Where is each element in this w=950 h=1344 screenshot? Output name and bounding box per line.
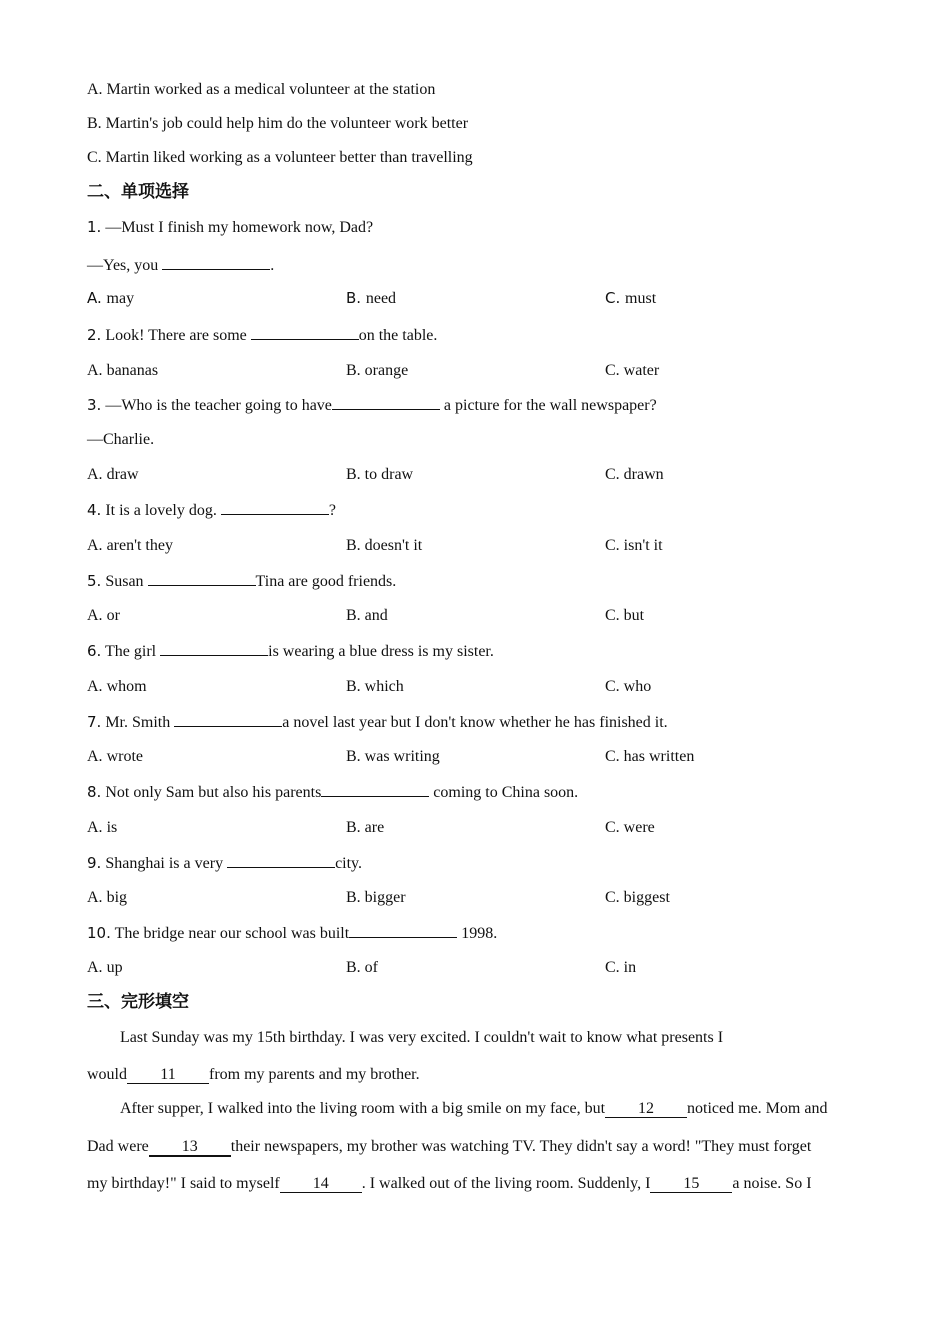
passage-line: After supper, I walked into the living room with a big smile on my face, but 12 noticed me. Mom and xyxy=(120,1100,828,1117)
q3-option-a: A. draw xyxy=(87,466,139,483)
q7-option-c: C. has written xyxy=(605,748,695,765)
question-stem: It is a lovely dog. xyxy=(105,502,221,519)
question-number: 3. xyxy=(87,396,102,414)
question-5 xyxy=(87,570,396,592)
prev-option-c: C. Martin liked working as a volunteer better than travelling xyxy=(87,149,473,166)
question-stem: The girl xyxy=(105,643,161,660)
q4-option-c: C. isn't it xyxy=(605,537,663,554)
q3-option-c: C. drawn xyxy=(605,466,664,483)
q1-option-a: A. may xyxy=(87,289,135,307)
question-stem: Mr. Smith xyxy=(105,714,175,731)
answer-blank xyxy=(160,640,268,656)
question-stem-end: Tina are good friends. xyxy=(255,573,397,590)
cloze-blank-11: 11 xyxy=(127,1066,209,1084)
answer-blank xyxy=(174,711,282,727)
question-stem: —Who is the teacher going to have xyxy=(105,397,332,414)
q6-option-b: B. which xyxy=(346,678,404,695)
q5-option-b: B. and xyxy=(346,607,388,624)
answer-blank xyxy=(332,394,440,410)
question-stem-end: a picture for the wall newspaper? xyxy=(439,397,657,414)
question-6 xyxy=(87,640,494,662)
q8-option-a: A. is xyxy=(87,819,118,836)
question-2 xyxy=(87,324,437,346)
prev-option-b: B. Martin's job could help him do the volunteer work better xyxy=(87,115,469,132)
question-stem-end: coming to China soon. xyxy=(429,784,579,801)
question-number: 7. xyxy=(87,713,102,731)
q9-option-b: B. bigger xyxy=(346,889,406,906)
q8-option-b: B. are xyxy=(346,819,385,836)
passage-line: would 11 from my parents and my brother. xyxy=(87,1066,420,1083)
q4-option-a: A. aren't they xyxy=(87,537,173,554)
cloze-blank-14: 14 xyxy=(280,1175,362,1193)
q9-option-a: A. big xyxy=(87,889,128,906)
cloze-blank-12: 12 xyxy=(605,1100,687,1118)
question-number: 8. xyxy=(87,783,102,801)
q2-option-c: C. water xyxy=(605,362,660,379)
answer-blank xyxy=(251,324,359,340)
answer-blank xyxy=(221,499,329,515)
passage-line: Dad were 13 their newspapers, my brother was watching TV. They didn't say a word! "They must forget xyxy=(87,1138,812,1155)
passage-line: Last Sunday was my 15th birthday. I was very excited. I couldn't wait to know what presents I xyxy=(120,1029,724,1046)
q8-option-c: C. were xyxy=(605,819,655,836)
answer-blank xyxy=(162,254,270,270)
prev-option-a: A. Martin worked as a medical volunteer at the station xyxy=(87,81,436,98)
question-4 xyxy=(87,499,336,521)
question-1-answer-line xyxy=(87,254,274,276)
q2-option-b: B. orange xyxy=(346,362,409,379)
question-number: 6. xyxy=(87,642,102,660)
question-3-reply: —Charlie. xyxy=(87,431,155,448)
question-stem: —Must I finish my homework now, Dad? xyxy=(105,219,374,236)
q4-option-b: B. doesn't it xyxy=(346,537,423,554)
question-stem-end: a novel last year but I don't know whether he has finished it. xyxy=(282,714,668,731)
q7-option-a: A. wrote xyxy=(87,748,143,765)
question-stem-end: . xyxy=(270,257,275,274)
question-number: 2. xyxy=(87,326,102,344)
question-number: 4. xyxy=(87,501,102,519)
q1-option-c: C. must xyxy=(605,289,657,307)
question-number: 1. xyxy=(87,218,102,236)
answer-blank xyxy=(227,852,335,868)
q5-option-a: A. or xyxy=(87,607,120,624)
q10-option-a: A. up xyxy=(87,959,123,976)
q6-option-a: A. whom xyxy=(87,678,147,695)
question-stem: —Yes, you xyxy=(87,257,163,274)
section-2-title: 二、单项选择 xyxy=(87,182,189,202)
question-stem-end: on the table. xyxy=(358,327,438,344)
question-stem-end: ? xyxy=(328,502,336,519)
q3-option-b: B. to draw xyxy=(346,466,414,483)
question-9 xyxy=(87,852,362,874)
question-stem: Susan xyxy=(105,573,148,590)
q5-option-c: C. but xyxy=(605,607,645,624)
passage-line: my birthday!" I said to myself 14 . I walked out of the living room. Suddenly, I 15 a noise. So I xyxy=(87,1175,812,1192)
q6-option-c: C. who xyxy=(605,678,652,695)
q2-option-a: A. bananas xyxy=(87,362,159,379)
q9-option-c: C. biggest xyxy=(605,889,670,906)
cloze-blank-13: 13 xyxy=(149,1138,231,1157)
q1-option-b: B. need xyxy=(346,289,397,307)
question-stem: Look! There are some xyxy=(105,327,251,344)
q10-option-b: B. of xyxy=(346,959,378,976)
question-7 xyxy=(87,711,668,733)
answer-blank xyxy=(148,570,256,586)
cloze-blank-15: 15 xyxy=(650,1175,732,1193)
question-stem: Shanghai is a very xyxy=(105,855,228,872)
question-stem-end: is wearing a blue dress is my sister. xyxy=(268,643,494,660)
answer-blank xyxy=(349,922,457,938)
question-stem-end: 1998. xyxy=(457,925,498,942)
question-number: 5. xyxy=(87,572,102,590)
question-10 xyxy=(87,922,497,944)
q7-option-b: B. was writing xyxy=(346,748,440,765)
q10-option-c: C. in xyxy=(605,959,637,976)
question-stem: Not only Sam but also his parents xyxy=(105,784,322,801)
question-3 xyxy=(87,394,657,416)
question-1 xyxy=(87,217,373,238)
question-number: 9. xyxy=(87,854,102,872)
question-stem: The bridge near our school was built xyxy=(114,925,350,942)
section-3-title: 三、完形填空 xyxy=(87,992,189,1012)
answer-blank xyxy=(321,781,429,797)
question-number: 10. xyxy=(87,924,111,942)
question-8 xyxy=(87,781,578,803)
question-stem-end: city. xyxy=(335,855,363,872)
